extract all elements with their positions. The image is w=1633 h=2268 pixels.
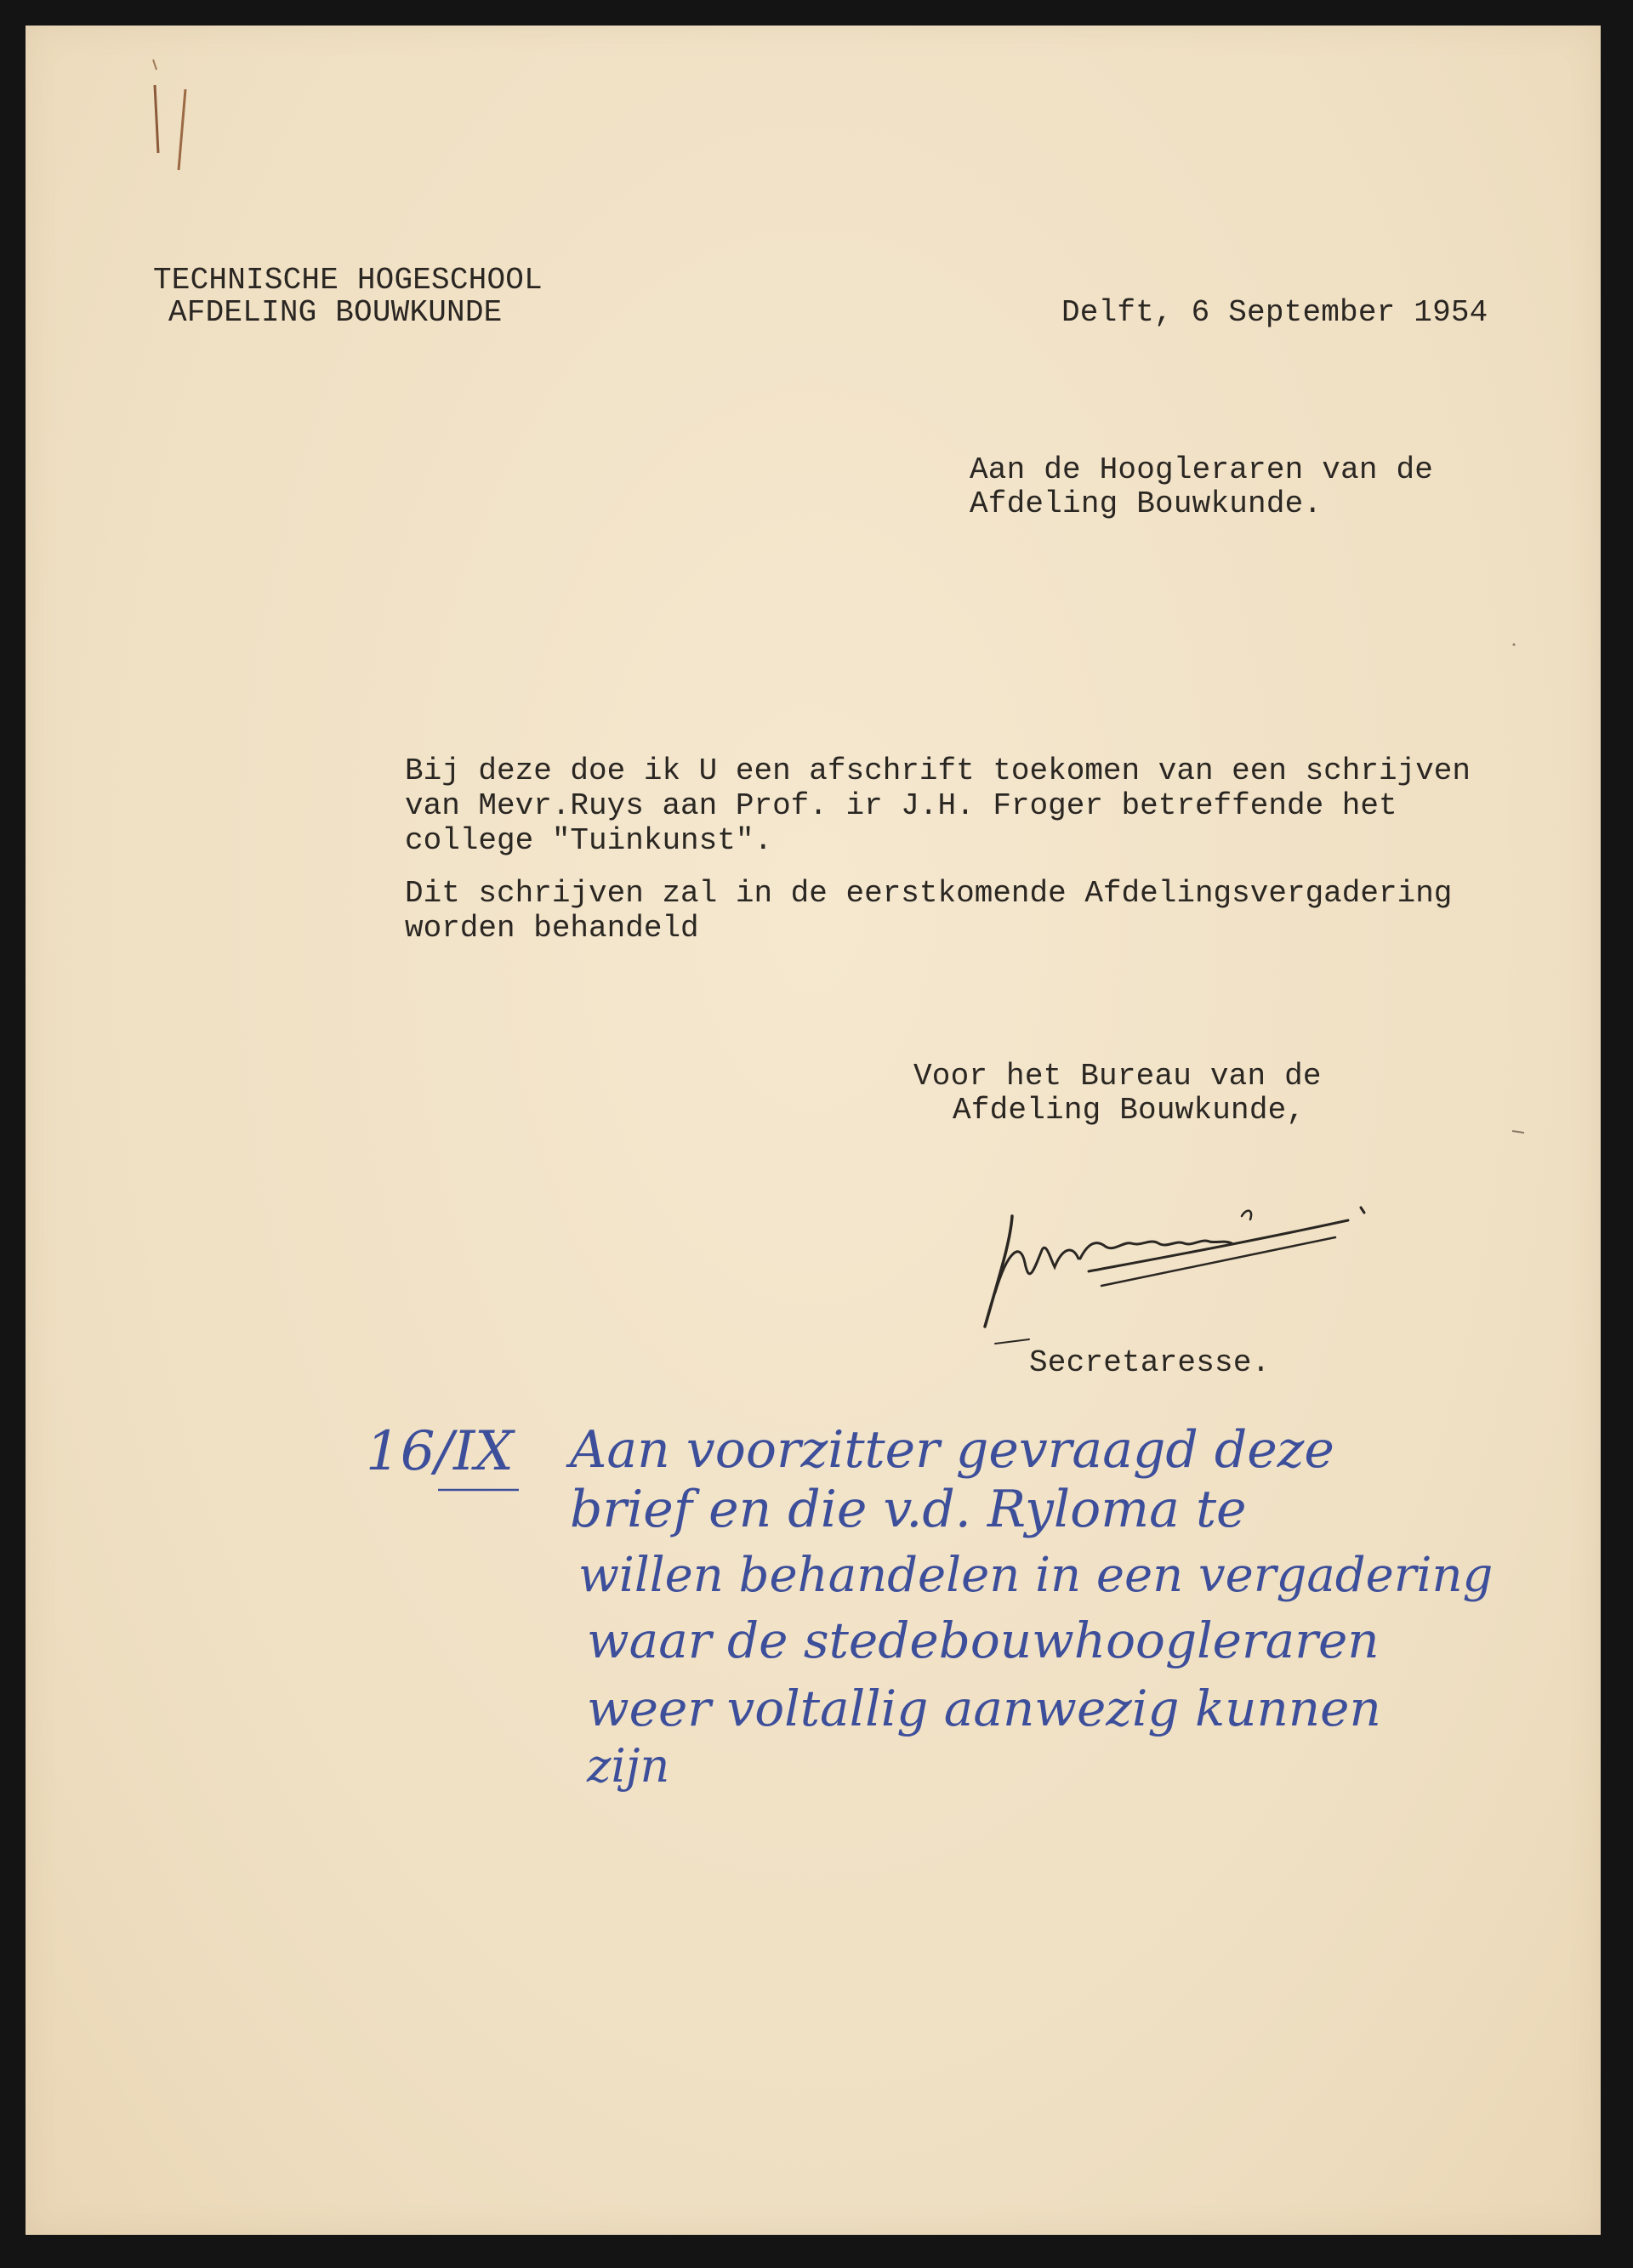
annotation-line-4: waar de stedebouwhoogleraren	[587, 1611, 1380, 1669]
body-line: Bij deze doe ik U een afschrift toekomen van een schrijven	[405, 753, 1471, 788]
letterhead-line-2: AFDELING BOUWKUNDE	[168, 295, 503, 330]
stray-marks	[1505, 638, 1539, 1148]
body-line: worden behandeld	[405, 911, 699, 946]
annotation-line-5: weer voltallig aanwezig kunnen	[587, 1680, 1381, 1737]
letter-page	[26, 26, 1601, 2235]
closing-line-2: Afdeling Bouwkunde,	[953, 1093, 1306, 1128]
signatory-title: Secretaresse.	[1029, 1345, 1271, 1380]
annotation-line-2: brief en die v.d. Ryloma te	[570, 1480, 1247, 1539]
annotation-date-underline	[438, 1486, 540, 1495]
letterhead-line-1: TECHNISCHE HOGESCHOOL	[153, 263, 543, 298]
body-line: Dit schrijven zal in de eerstkomende Afdelingsvergadering	[405, 876, 1453, 911]
annotation-line-6: zijn	[587, 1739, 670, 1793]
margin-marks	[119, 51, 187, 170]
body-line: van Mevr.Ruys aan Prof. ir J.H. Froger betreffende het	[405, 788, 1397, 823]
signature-scribble	[961, 1191, 1386, 1361]
annotation-line-3: willen behandelen in een vergadering	[578, 1548, 1494, 1603]
annotation-date: 16/IX	[366, 1420, 514, 1483]
body-line: college "Tuinkunst".	[405, 823, 773, 858]
closing-line-1: Voor het Bureau van de	[913, 1059, 1322, 1094]
body-paragraph-2	[405, 876, 1511, 946]
annotation-line-1: Aan voorzitter gevraagd deze	[570, 1420, 1334, 1480]
body-paragraph-1	[405, 753, 1511, 858]
letter-date: Delft, 6 September 1954	[1061, 295, 1488, 330]
recipient-line-1: Aan de Hoogleraren van de	[970, 452, 1434, 487]
recipient-line-2: Afdeling Bouwkunde.	[970, 486, 1323, 521]
